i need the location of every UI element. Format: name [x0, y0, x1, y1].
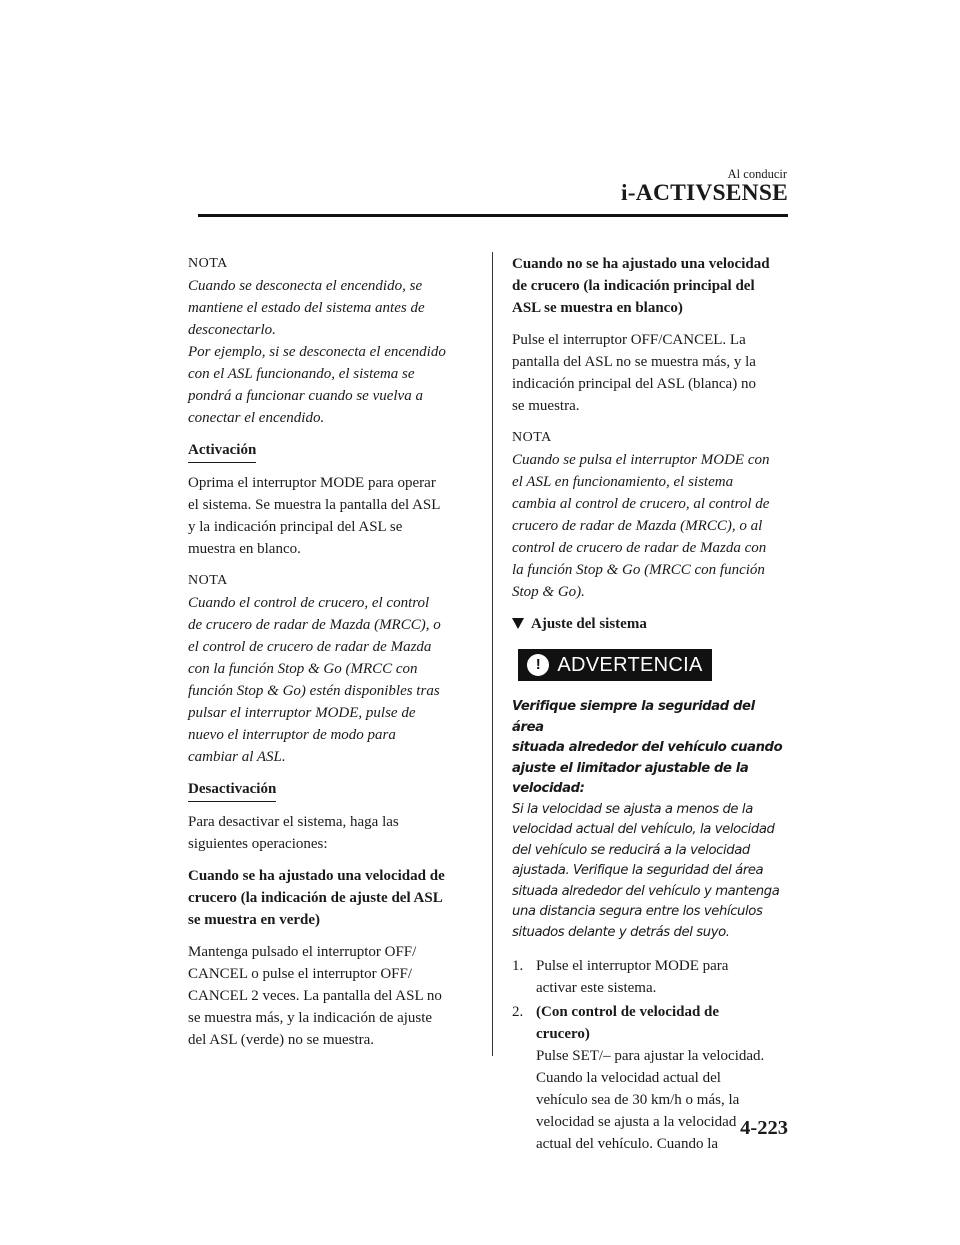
step-text: Pulse el interruptor MODE para activar este sistema.	[536, 958, 729, 996]
column-divider	[492, 252, 493, 1056]
system-setting-heading	[512, 613, 790, 635]
note-3	[512, 427, 790, 603]
deactivation-heading: Desactivación	[188, 778, 276, 802]
running-header-section: Al conducir	[727, 167, 787, 181]
activation-text: Oprima el interruptor MODE para operar el sistema. Se muestra la pantalla del ASL y la indicación principal del ASL se muestra en blanco.	[188, 475, 441, 557]
note-label: NOTA	[512, 430, 552, 445]
warning-bold-text: Verifique siempre la seguridad del área situada alrededor del vehículo cuando ajuste el limitador ajustable de la velocidad:	[512, 699, 783, 796]
running-header-chapter: i-ACTIVSENSE	[621, 180, 788, 206]
note-2-text: Cuando el control de crucero, el control de crucero de radar de Mazda (MRCC), o el control de crucero de radar de Mazda con la función Stop & Go (MRCC con función Stop & Go) estén disponibles tras pulsar el interruptor MODE, pulse de nuevo el interruptor de modo para cambiar al ASL.	[188, 595, 441, 765]
warning-body-text: Si la velocidad se ajusta a menos de la velocidad actual del vehículo, la velocidad del vehículo se reducirá a la velocidad ajustada. Verifique la seguridad del área situada alrededor del vehículo y mantenga una distancia segura entre los vehículos situados delante y detrás del suyo.	[512, 801, 780, 940]
case-1-heading: Cuando se ha ajustado una velocidad de crucero (la indicación de ajuste del ASL se muestra en verde)	[188, 868, 445, 928]
step-number: 2.	[512, 1004, 524, 1020]
warning-label: ADVERTENCIA	[557, 654, 703, 676]
system-setting-heading-text: Ajuste del sistema	[531, 616, 647, 632]
case-1-text: Mantenga pulsado el interruptor OFF/ CANCEL o pulse el interruptor OFF/ CANCEL 2 veces. La pantalla del ASL no se muestra más, y la indicación de ajuste del ASL (verde) no se muestra.	[188, 944, 442, 1048]
warning-banner	[518, 649, 712, 681]
left-column	[188, 253, 470, 1061]
triangle-down-icon	[512, 618, 524, 629]
case-2-heading: Cuando no se ha ajustado una velocidad de crucero (la indicación principal del ASL se muestra en blanco)	[512, 256, 770, 316]
step-bold-text: (Con control de velocidad de crucero)	[536, 1004, 720, 1042]
warning-text	[512, 697, 790, 943]
note-label: NOTA	[188, 256, 228, 271]
page-number: 4-223	[740, 1117, 788, 1139]
deactivation-text: Para desactivar el sistema, haga las siguientes operaciones:	[188, 814, 399, 852]
step-item	[512, 955, 790, 999]
step-text: Pulse SET/– para ajustar la velocidad. Cuando la velocidad actual del vehículo sea de 30 km/h o más, la velocidad se ajusta a la velocidad actual del vehículo. Cuando la	[536, 1048, 765, 1152]
note-1	[188, 253, 470, 429]
step-number: 1.	[512, 958, 524, 974]
case-2-text: Pulse el interruptor OFF/CANCEL. La pantalla del ASL no se muestra más, y la indicación principal del ASL (blanca) no se muestra.	[512, 332, 756, 414]
right-column	[512, 253, 790, 1157]
note-3-text: Cuando se pulsa el interruptor MODE con el ASL en funcionamiento, el sistema cambia al control de crucero, al control de crucero de radar de Mazda (MRCC), o al control de crucero de radar de Mazda con la función Stop & Go (MRCC con función Stop & Go).	[512, 452, 770, 600]
note-2	[188, 570, 470, 768]
note-1-text: Cuando se desconecta el encendido, se mantiene el estado del sistema antes de desconectarlo. Por ejemplo, si se desconecta el encendido con el ASL funcionando, el sistema se pondrá a funcionar cuando se vuelva a conectar el encendido.	[188, 278, 446, 426]
header-rule	[198, 214, 788, 217]
activation-heading: Activación	[188, 439, 256, 463]
warning-exclamation-icon: !	[527, 654, 549, 676]
note-label: NOTA	[188, 573, 228, 588]
